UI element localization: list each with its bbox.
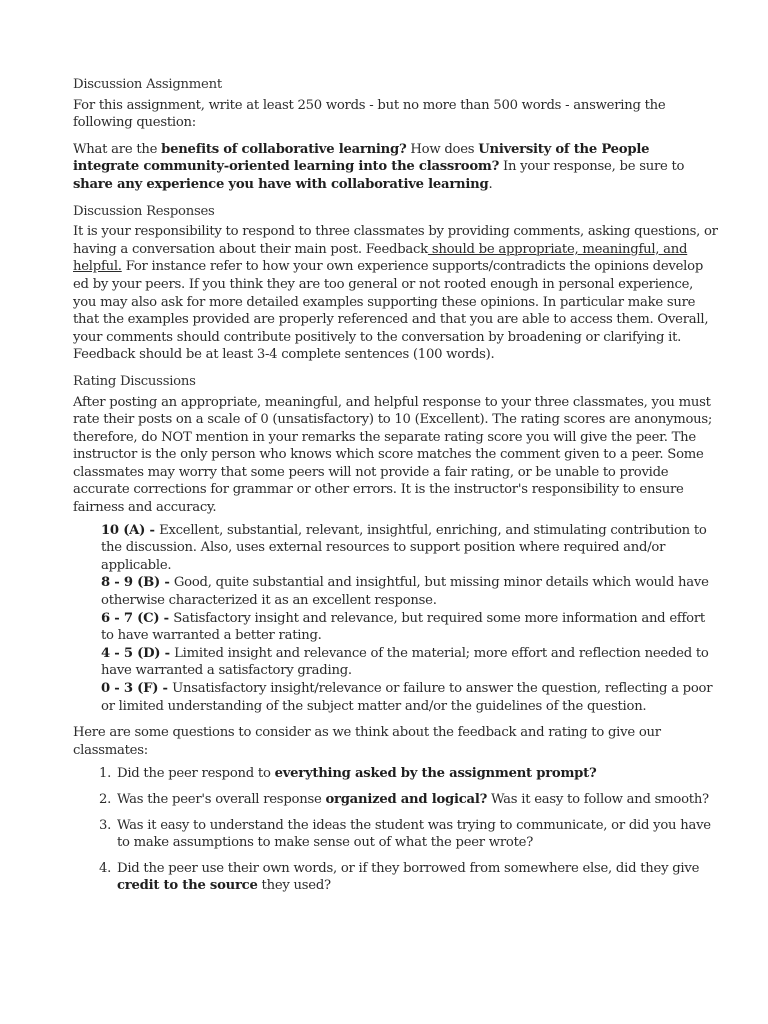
rubric-grade: 0 - 3 (F) -: [101, 681, 173, 696]
question-item-text: Was it easy to understand the ideas the student was trying to communicate, or did you have to make assumptions to make sense out of what the peer wrote?: [117, 817, 711, 851]
list-item: [115, 860, 718, 895]
rubric-description: Limited insight and relevance of the material; more effort and reflection needed to have warranted a satisfactory grading.: [101, 645, 709, 679]
rubric-description: Good, quite substantial and insightful, but missing minor details which would have otherwise characterized it as an excellent response.: [101, 575, 709, 609]
rubric-grade: 10 (A) -: [101, 522, 160, 538]
rubric-row: [101, 574, 718, 609]
question-bold-2: University of the People integrate community-oriented learning into the classroom?: [73, 141, 650, 175]
list-item: [115, 765, 718, 783]
question-text-4: .: [488, 176, 493, 192]
rubric-grade: 4 - 5 (D) -: [101, 645, 175, 661]
question-item-text: Was the peer's overall response: [117, 791, 326, 807]
rubric-description: Satisfactory insight and relevance, but required some more information and effort to have warranted a better rating.: [101, 610, 705, 644]
question-item-tail: Was it easy to follow and smooth?: [487, 791, 709, 807]
rubric-row: [101, 645, 718, 680]
question-bold-1: benefits of collaborative learning?: [161, 141, 407, 157]
rating-body: After posting an appropriate, meaningful, and helpful response to your three classmates, you must rate their posts on a scale of 0 (unsatisfactory) to 10 (Excellent). The rating scores are anonymous; therefore, do NOT mention in your remarks the separate rating score you will give the peer. The instructor is the only person who knows which score matches the comment given to a peer. Some classmates may worry that some peers will not provide a fair rating, or be unable to provide accurate corrections for grammar or other errors. It is the instructor's responsibility to ensure fairness and accuracy.: [73, 394, 713, 516]
responses-heading: Discussion Responses: [73, 203, 215, 219]
rubric-description: Unsatisfactory insight/relevance or failure to answer the question, reflecting a poor or limited understanding of the subject matter and/or the guidelines of the question.: [101, 681, 713, 714]
question-item-tail: they used?: [257, 878, 331, 894]
question-item-text: Did the peer respond to: [117, 766, 275, 782]
rubric-row: [101, 680, 718, 715]
question-item-text: Did the peer use their own words, or if they borrowed from somewhere else, did they give: [117, 860, 700, 876]
question-bold-3: share any experience you have with collaborative learning: [73, 176, 489, 192]
question-item-bold: everything asked by the assignment prompt?: [274, 766, 597, 782]
question-text-3: In your response, be sure to: [499, 159, 685, 175]
rubric-grade: 6 - 7 (C) -: [101, 610, 174, 626]
responses-text-1: It is your responsibility to respond to three classmates by providing comments, asking questions, or having a conversation about their main post. Feedback: [73, 224, 718, 257]
questions-list: [73, 765, 718, 895]
list-item: [115, 791, 718, 809]
assignment-heading: Discussion Assignment: [73, 77, 222, 92]
question-text-2: How does: [406, 141, 479, 157]
responses-underlined: should be appropriate, meaningful, and helpful.: [73, 241, 688, 275]
responses-body: [73, 223, 718, 364]
rubric-grade: 8 - 9 (B) -: [101, 575, 174, 591]
question-text-1: What are the: [73, 141, 162, 157]
list-item: [115, 817, 718, 852]
assignment-question: [73, 141, 718, 194]
rubric-description: Excellent, substantial, relevant, insightful, enriching, and stimulating contribution to the discussion. Also, uses external resources to support position where required and/or applicable.: [101, 522, 707, 573]
responses-text-2: For instance refer to how your own experience supports/contradicts the opinions develop ed by your peers. If you think they are too general or not rooted enough in personal experience, you may also ask for more detailed examples supporting these opinions. In particular make sure that the examples provided are properly referenced and that you are able to access them. Overall, your comments should contribute positively to the conversation by broadening or clarifying it. Feedback should be at least 3-4 complete sentences (100 words).: [73, 259, 709, 363]
rubric-row: [101, 610, 718, 645]
rating-rubric: [101, 522, 718, 716]
assignment-intro: For this assignment, write at least 250 words - but no more than 500 words - answering the following question:: [73, 97, 666, 131]
rubric-row: [101, 522, 718, 575]
rating-heading: Rating Discussions: [73, 373, 196, 389]
question-item-bold: credit to the source: [117, 878, 258, 894]
question-item-bold: organized and logical?: [325, 791, 488, 807]
questions-intro: Here are some questions to consider as we think about the feedback and rating to give our classmates:: [73, 725, 661, 758]
